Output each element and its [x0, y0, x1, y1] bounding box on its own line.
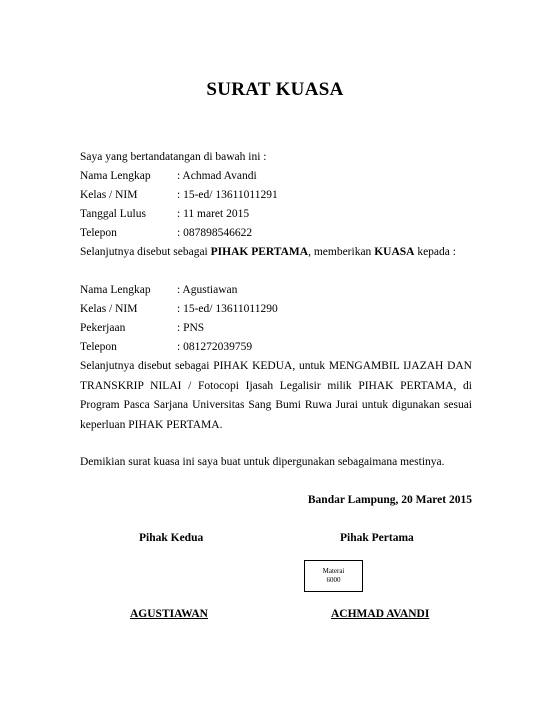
- second-party-phone-row: [80, 341, 252, 353]
- designation-text: Selanjutnya disebut sebagai: [80, 246, 211, 258]
- second-party-label: Pihak Kedua: [139, 532, 204, 544]
- field-value: : PNS: [177, 322, 205, 334]
- first-party-label: Pihak Pertama: [340, 532, 414, 544]
- document-title: SURAT KUASA: [206, 79, 344, 100]
- field-value: : Achmad Avandi: [177, 170, 257, 182]
- stamp-value: 6000: [326, 576, 341, 584]
- field-value: : 15-ed/ 13611011290: [177, 303, 278, 315]
- second-party-name-row: [80, 284, 237, 296]
- field-label: Nama Lengkap: [80, 170, 151, 182]
- place-date: Bandar Lampung, 20 Maret 2015: [307, 494, 472, 506]
- intro-text: Saya yang bertandatangan di bawah ini :: [80, 151, 267, 163]
- field-label: Pekerjaan: [80, 322, 126, 334]
- field-label: Kelas / NIM: [80, 303, 138, 315]
- first-party-phone-row: [80, 227, 252, 239]
- field-label: Tanggal Lulus: [80, 208, 146, 220]
- stamp-text: Materai: [322, 567, 345, 575]
- first-party-designation: [80, 246, 456, 258]
- field-label: Nama Lengkap: [80, 284, 151, 296]
- first-party-term: PIHAK PERTAMA: [210, 246, 309, 258]
- designation-text: kepada :: [414, 246, 456, 258]
- second-party-nim-row: [80, 303, 278, 315]
- designation-text: , memberikan: [308, 246, 375, 258]
- field-label: Telepon: [80, 227, 117, 239]
- field-value: : Agustiawan: [177, 284, 238, 296]
- field-label: Telepon: [80, 341, 117, 353]
- revenue-stamp-box: [304, 560, 363, 592]
- field-value: : 087898546622: [177, 227, 253, 239]
- field-label: Kelas / NIM: [80, 189, 138, 201]
- first-party-name-row: [80, 170, 257, 182]
- first-party-graduation-row: [80, 208, 249, 220]
- authorization-paragraph: Selanjutnya disebut sebagai PIHAK KEDUA, untuk MENGAMBIL IJAZAH DAN TRANSKRIP NILAI / Fotocopi Ijasah Legalisir milik PIHAK PERTAMA, di Program Pasca Sarjana Universitas Sang Bumi Ruwa Jurai untuk digunakan sesuai keperluan PIHAK PERTAMA.: [80, 360, 472, 431]
- closing-text: Demikian surat kuasa ini saya buat untuk dipergunakan sebagaimana mestinya.: [80, 456, 445, 468]
- power-term: KUASA: [374, 246, 415, 258]
- second-party-job-row: [80, 322, 204, 334]
- first-party-signature-name: ACHMAD AVANDI: [331, 608, 430, 620]
- field-value: : 15-ed/ 13611011291: [177, 189, 278, 201]
- second-party-signature-name: AGUSTIAWAN: [130, 608, 208, 620]
- field-value: : 081272039759: [177, 341, 253, 353]
- field-value: : 11 maret 2015: [177, 208, 250, 220]
- first-party-nim-row: [80, 189, 278, 201]
